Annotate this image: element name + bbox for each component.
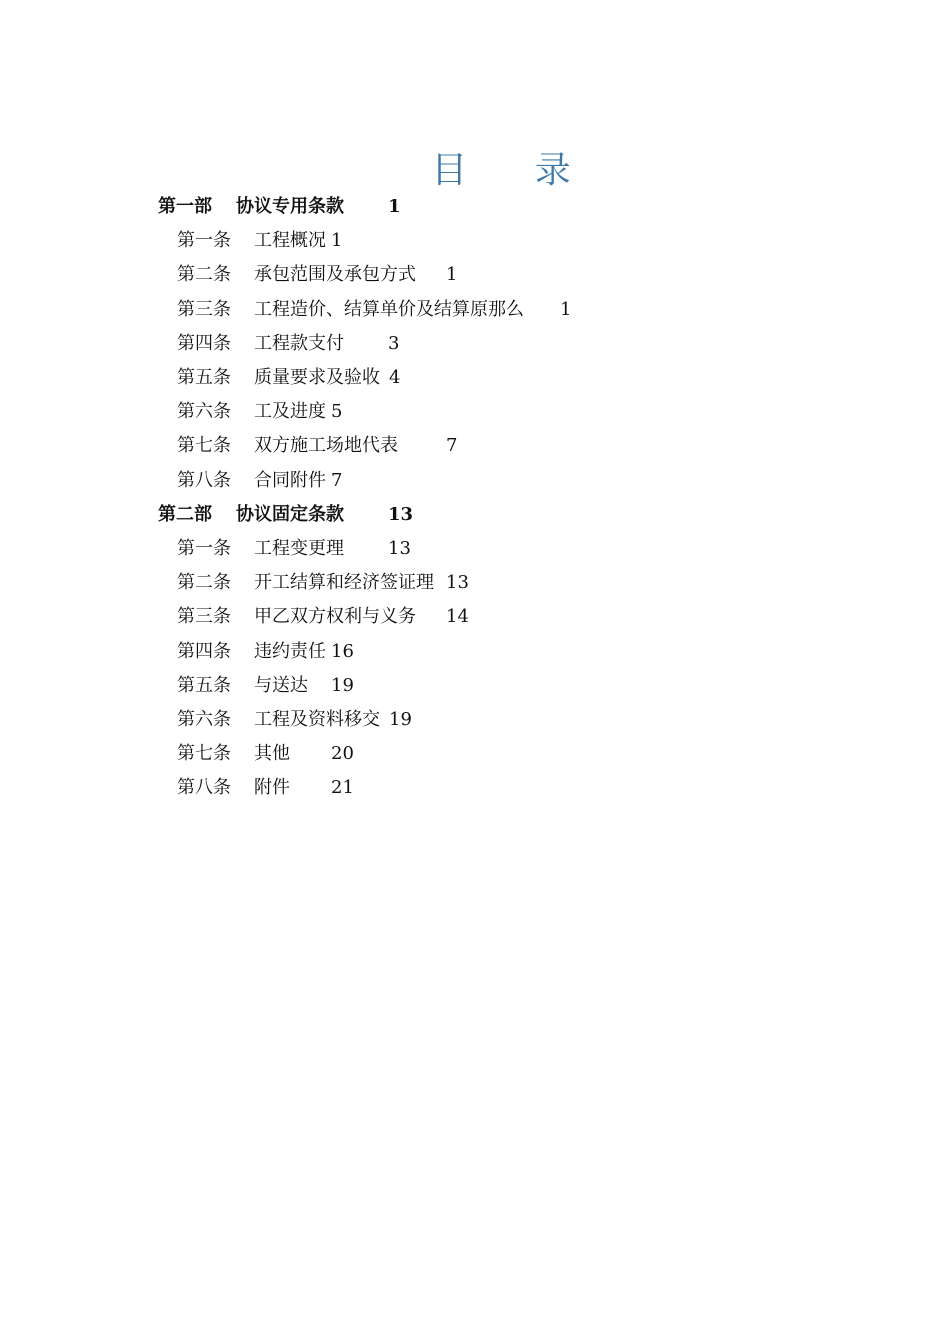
toc-entry-number: 第三条	[177, 606, 231, 628]
toc-entry-number: 第四条	[177, 332, 231, 354]
toc-entry-title: 承包范围及承包方式	[254, 264, 416, 286]
toc-entry-number: 第五条	[177, 367, 231, 388]
toc-entry-title: 其他	[254, 743, 290, 765]
toc-entry-number: 第一条	[177, 230, 231, 252]
toc-entry-title: 与送达	[254, 674, 308, 696]
toc-entry-page-number: 1	[388, 196, 401, 217]
toc-entry-title: 工及进度	[254, 401, 326, 423]
toc-entry-page-number: 1	[331, 230, 343, 252]
toc-entry-number: 第五条	[177, 674, 231, 696]
toc-entry-page-number: 13	[446, 572, 469, 594]
toc-entry-title: 工程造价、结算单价及结算原那么	[254, 298, 524, 320]
toc-entry-title: 工程概况	[254, 230, 326, 252]
toc-entry-page-number: 16	[331, 640, 354, 662]
toc-entry-title: 附件	[254, 777, 290, 799]
toc-entry-title: 工程及资料移交	[254, 709, 380, 730]
toc-entry-number: 第二条	[177, 572, 231, 594]
toc-entry-page-number: 20	[331, 743, 354, 765]
toc-entry-page-number: 19	[331, 674, 354, 696]
toc-entry-page-number: 21	[331, 777, 354, 799]
toc-entry-title: 违约责任	[254, 640, 326, 662]
toc-entry-title: 工程变更理	[254, 538, 344, 559]
toc-entry-number: 第二部	[158, 503, 212, 525]
toc-entry-number: 第七条	[177, 435, 231, 457]
toc-entry-title: 甲乙双方权利与义务	[254, 606, 416, 628]
toc-entry-page-number: 19	[389, 709, 412, 730]
toc-entry-number: 第一条	[177, 538, 231, 559]
toc-entry-title: 合同附件	[254, 469, 326, 491]
toc-entry-title: 协议专用条款	[236, 196, 344, 217]
toc-entry-page-number: 13	[388, 503, 414, 525]
toc-entry-number: 第一部	[158, 196, 212, 217]
toc-entry-page-number: 13	[388, 538, 411, 559]
toc-entry-number: 第六条	[177, 401, 231, 423]
toc-entry-number: 第八条	[177, 777, 231, 799]
toc-entry-title: 工程款支付	[254, 332, 344, 354]
toc-entry-page-number: 4	[389, 367, 401, 388]
toc-entry-title: 开工结算和经济签证理	[254, 572, 434, 594]
toc-entry-page-number: 14	[446, 606, 469, 628]
toc-entry-page-number: 1	[560, 298, 572, 320]
toc-entry-title: 质量要求及验收	[254, 367, 380, 388]
toc-entry-page-number: 3	[388, 332, 400, 354]
toc-entry-page-number: 7	[446, 435, 458, 457]
toc-entry-number: 第八条	[177, 469, 231, 491]
toc-entry-number: 第二条	[177, 264, 231, 286]
toc-entry-number: 第七条	[177, 743, 231, 765]
toc-entry-page-number: 1	[446, 264, 458, 286]
toc-entry-title: 协议固定条款	[236, 503, 344, 525]
toc-entry-number: 第六条	[177, 709, 231, 730]
toc-entry-number: 第三条	[177, 298, 231, 320]
toc-entry-number: 第四条	[177, 640, 231, 662]
toc-title: 目 录	[431, 150, 599, 191]
toc-entry-page-number: 7	[331, 469, 343, 491]
toc-entry-title: 双方施工场地代表	[254, 435, 398, 457]
toc-entry-page-number: 5	[331, 401, 343, 423]
